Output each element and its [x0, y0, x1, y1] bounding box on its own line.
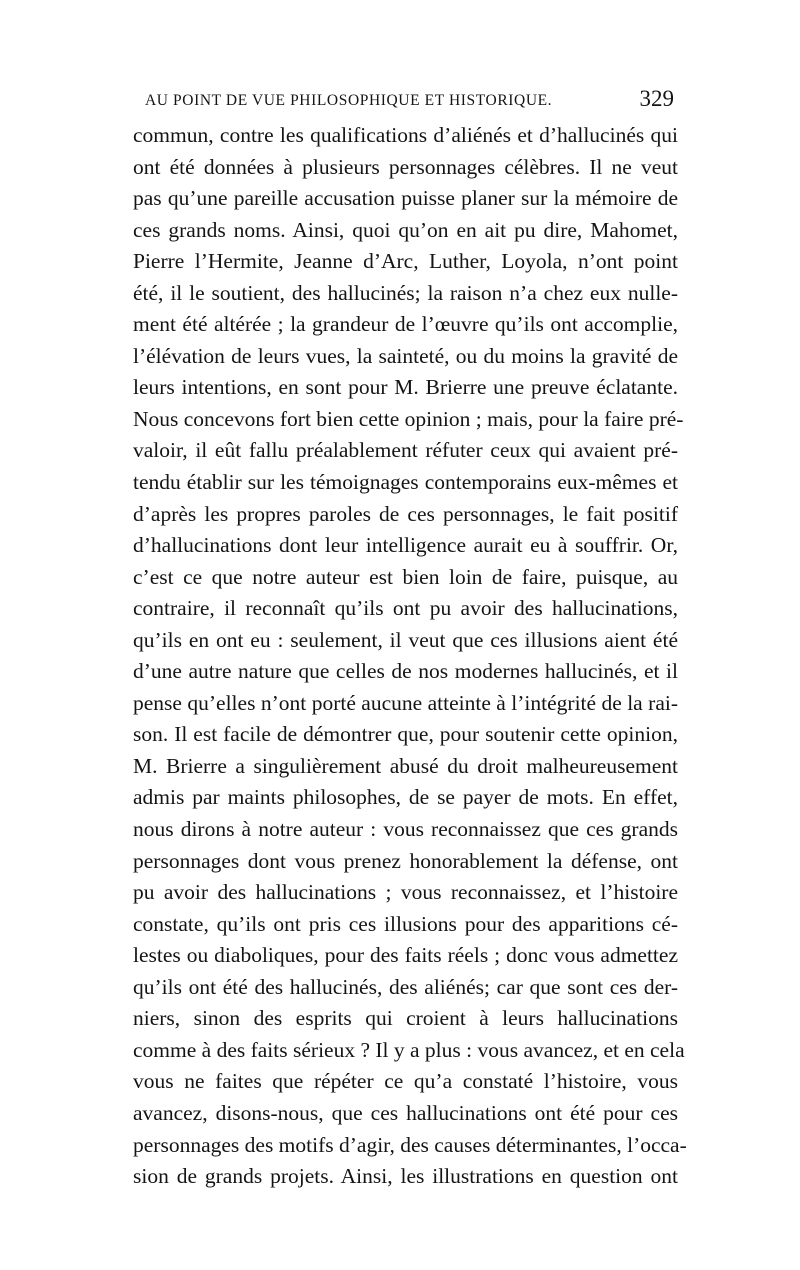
text-line: M. Brierre a singulièrement abusé du droit malheureusement	[133, 753, 678, 778]
text-line: pense qu’elles n’ont porté aucune atteinte à l’intégrité de la rai-	[133, 690, 678, 715]
text-line: personnages des motifs d’agir, des causes déterminantes, l’occa-	[133, 1132, 687, 1157]
text-line: d’après les propres paroles de ces personnages, le fait positif	[133, 501, 678, 526]
running-head	[133, 86, 678, 116]
text-line: ment été altérée ; la grandeur de l’œuvre qu’ils ont accomplie,	[133, 312, 678, 337]
text-line: son. Il est facile de démontrer que, pour soutenir cette opinion,	[133, 722, 678, 747]
text-line: Nous concevons fort bien cette opinion ; mais, pour la faire pré-	[133, 406, 684, 431]
text-line: tendu établir sur les témoignages contemporains eux-mêmes et	[133, 470, 678, 495]
text-line: d’une autre nature que celles de nos modernes hallucinés, et il	[133, 659, 678, 684]
text-line: contraire, il reconnaît qu’ils ont pu avoir des hallucinations,	[133, 596, 678, 621]
text-line: constate, qu’ils ont pris ces illusions pour des apparitions cé-	[133, 911, 678, 936]
text-line: qu’ils ont été des hallucinés, des aliénés; car que sont ces der-	[133, 974, 678, 999]
text-line: comme à des faits sérieux ? Il y a plus : vous avancez, et en cela	[133, 1037, 685, 1062]
text-line: sion de grands projets. Ainsi, les illustrations en question ont	[133, 1164, 678, 1189]
text-line: d’hallucinations dont leur intelligence aurait eu à souffrir. Or,	[133, 533, 678, 558]
text-line: vous ne faites que répéter ce qu’a constaté l’histoire, vous	[133, 1069, 678, 1094]
text-line: nous dirons à notre auteur : vous reconnaissez que ces grands	[133, 817, 678, 842]
text-line: leurs intentions, en sont pour M. Brierre une preuve éclatante.	[133, 375, 678, 400]
text-line: Pierre l’Hermite, Jeanne d’Arc, Luther, Loyola, n’ont point	[133, 249, 678, 274]
text-line: avancez, disons-nous, que ces hallucinations ont été pour ces	[133, 1100, 678, 1125]
page-number: 329	[639, 86, 674, 111]
text-line: l’élévation de leurs vues, la sainteté, ou du moins la gravité de	[133, 343, 678, 368]
text-line: commun, contre les qualifications d’aliénés et d’hallucinés qui	[133, 123, 678, 147]
text-line: ont été données à plusieurs personnages célèbres. Il ne veut	[133, 154, 678, 179]
text-line: pas qu’une pareille accusation puisse planer sur la mémoire de	[133, 186, 678, 211]
text-line: personnages dont vous prenez honorablement la défense, ont	[133, 848, 678, 873]
body-paragraph	[133, 120, 687, 1193]
text-line: qu’ils en ont eu : seulement, il veut que ces illusions aient été	[133, 627, 678, 652]
text-line: lestes ou diaboliques, pour des faits réels ; donc vous admettez	[133, 943, 678, 968]
text-line: pu avoir des hallucinations ; vous reconnaissez, et l’histoire	[133, 880, 678, 905]
text-line: ces grands noms. Ainsi, quoi qu’on en ait pu dire, Mahomet,	[133, 217, 678, 242]
running-title: AU POINT DE VUE PHILOSOPHIQUE ET HISTORIQUE.	[145, 92, 553, 109]
text-line: été, il le soutient, des hallucinés; la raison n’a chez eux nulle-	[133, 280, 678, 305]
text-line: valoir, il eût fallu préalablement réfuter ceux qui avaient pré-	[133, 438, 678, 463]
text-line: c’est ce que notre auteur est bien loin de faire, puisque, au	[133, 564, 678, 589]
text-line: niers, sinon des esprits qui croient à leurs hallucinations	[133, 1006, 678, 1031]
text-line: admis par maints philosophes, de se payer de mots. En effet,	[133, 785, 678, 810]
